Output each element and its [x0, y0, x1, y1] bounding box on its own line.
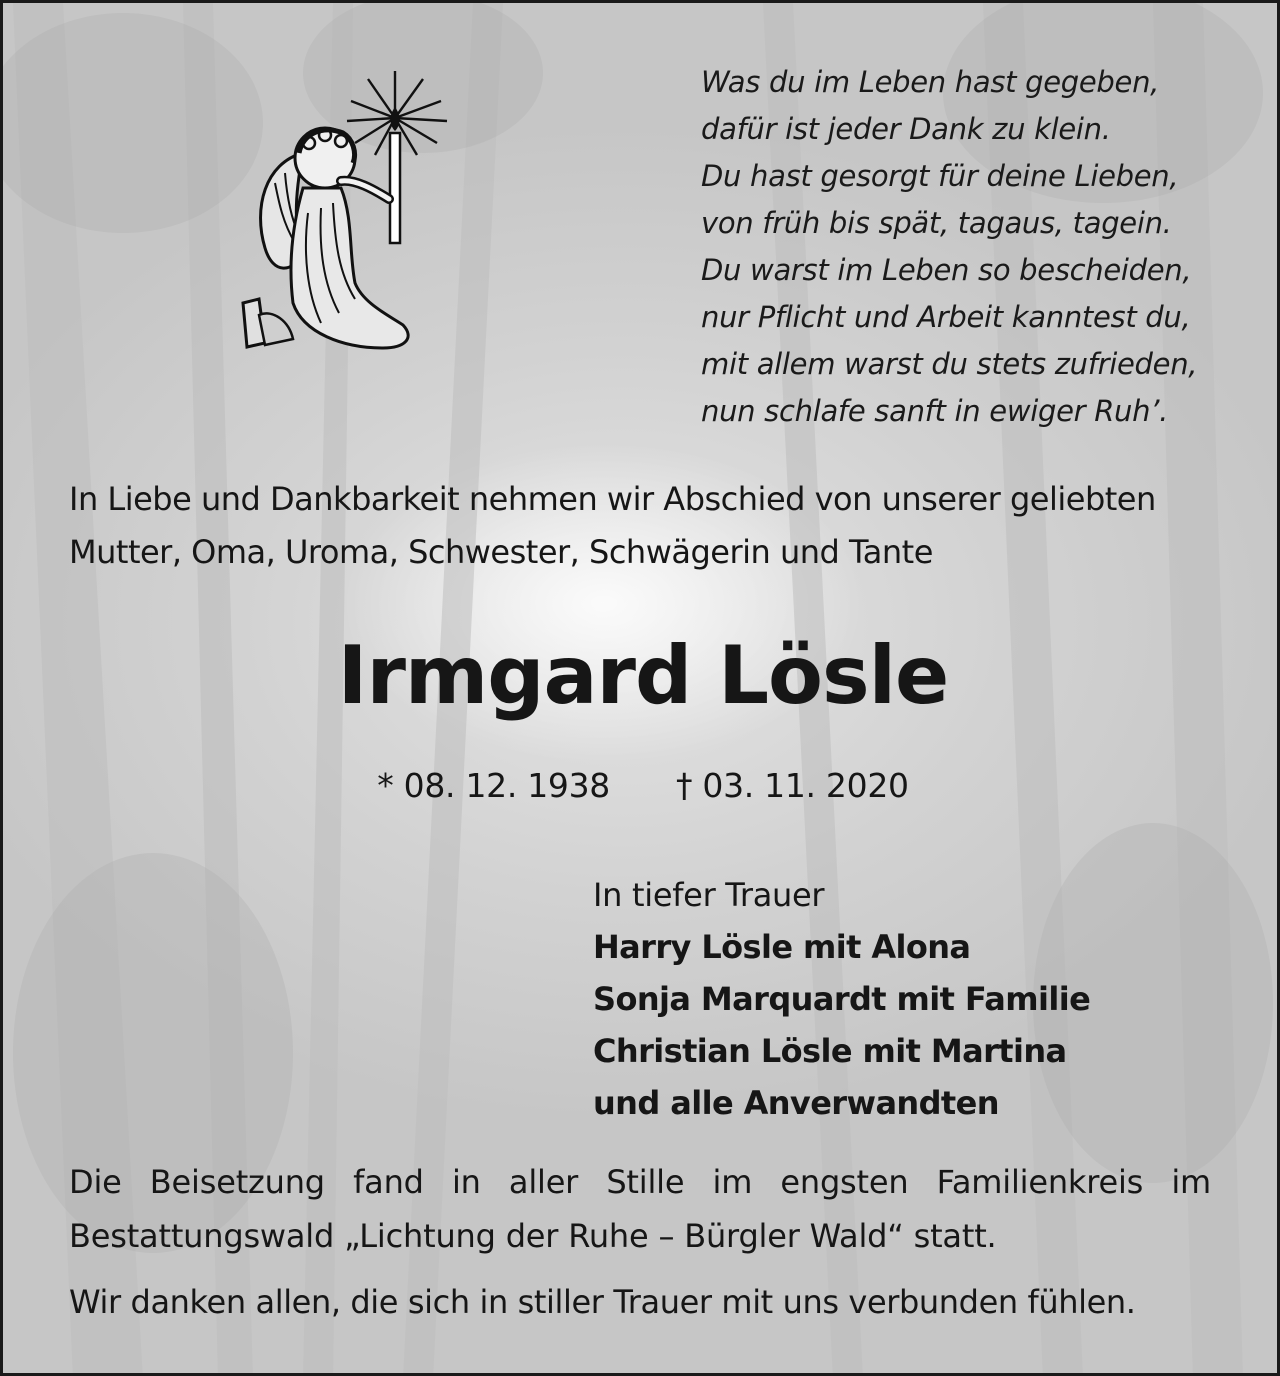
intro-line: In Liebe und Dankbarkeit nehmen wir Abschied von unserer geliebten — [69, 480, 1156, 518]
intro-text — [69, 473, 1156, 579]
mourners-block — [593, 869, 1090, 1129]
poem-line: nur Pflicht und Arbeit kanntest du, — [701, 300, 1191, 334]
poem-line: Was du im Leben hast gegeben, — [701, 65, 1160, 99]
deceased-name: Irmgard Lösle — [337, 629, 949, 722]
poem — [701, 59, 1197, 435]
life-dates — [3, 763, 1280, 809]
mourner-name: Christian Lösle mit Martina — [593, 1032, 1067, 1070]
burial-line: Die Beisetzung fand in aller Stille im engsten Familienkreis im — [69, 1163, 1211, 1201]
poem-line: Du hast gesorgt für deine Lieben, — [701, 159, 1179, 193]
burial-notice — [69, 1155, 1211, 1263]
thanks-text: Wir danken allen, die sich in stiller Trauer mit uns verbunden fühlen. — [69, 1283, 1136, 1321]
intro-line: Mutter, Oma, Uroma, Schwester, Schwägerin und Tante — [69, 533, 933, 571]
poem-line: nun schlafe sanft in ewiger Ruh’. — [701, 394, 1169, 428]
birth-date: * 08. 12. 1938 — [377, 766, 610, 805]
mourners-label: In tiefer Trauer — [593, 876, 825, 914]
poem-line: von früh bis spät, tagaus, tagein. — [701, 206, 1172, 240]
burial-line: Bestattungswald „Lichtung der Ruhe – Bürgler Wald“ statt. — [69, 1217, 997, 1255]
mourner-name: Sonja Marquardt mit Familie — [593, 980, 1091, 1018]
poem-line: mit allem warst du stets zufrieden, — [701, 347, 1198, 381]
mourner-name: und alle Anverwandten — [593, 1084, 999, 1122]
death-date: † 03. 11. 2020 — [676, 766, 909, 805]
mourner-name: Harry Lösle mit Alona — [593, 928, 971, 966]
poem-line: Du warst im Leben so bescheiden, — [701, 253, 1192, 287]
poem-line: dafür ist jeder Dank zu klein. — [701, 112, 1111, 146]
